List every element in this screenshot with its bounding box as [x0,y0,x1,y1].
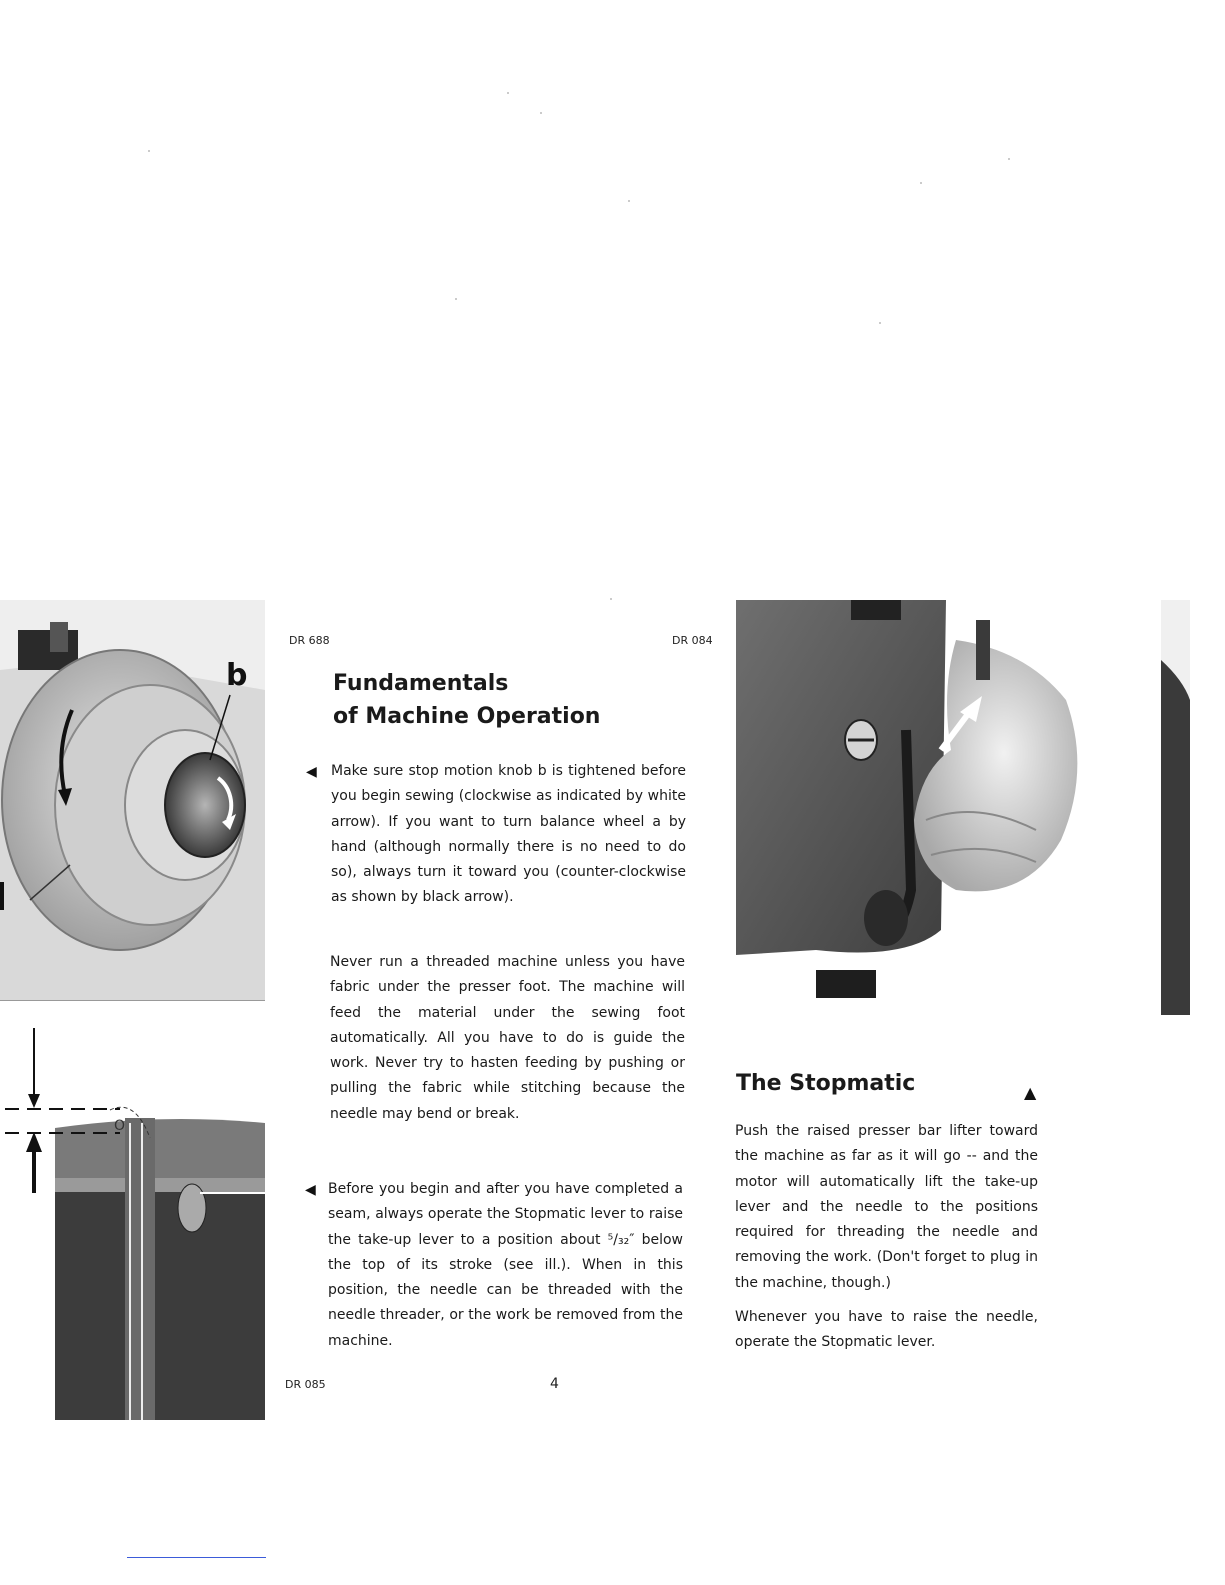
scan-speck [628,200,630,202]
pointer-left-icon-2: ◀ [305,1182,316,1198]
scan-speck [610,598,612,600]
paragraph-stopmatic-1: Push the raised presser bar lifter toward the machine as far as it will go -- and the motor will automatically lift the take-up lever and the needle to the positions required for threading the needle and removing the work. (Don't forget to plug in the machine, though.) [735,1123,1038,1291]
figure-code-top-left: DR 688 [289,634,330,647]
knob-label: b [226,658,248,693]
paragraph-stop-motion: Make sure stop motion knob b is tightened before you begin sewing (clockwise as indicated by white arrow). If you want to turn balance wheel a by hand (although normally there is no need to do so), always turn it toward you (counter-clockwise as shown by black arrow). [331,763,686,906]
figure-code-top-right: DR 084 [672,634,713,647]
section-title-line2: of Machine Operation [333,704,601,729]
scan-speck [920,182,922,184]
paragraph-threaded-machine: Never run a threaded machine unless you have fabric under the presser foot. The machine will feed the material under the sewing foot automatically. All you have to do is guide the work. Never try to hasten feeding by pushing or pulling the fabric while stitching because the needle may bend or break. [330,954,685,1122]
section-title-line1: Fundamentals [333,671,509,696]
scan-speck [507,92,509,94]
svg-text:O: O [114,1118,126,1134]
paragraph-stopmatic-lever: Before you begin and after you have completed a seam, always operate the Stopmatic lever to raise the take-up lever to a position about ⁵/₃₂″ below the top of its stroke (see ill.). When in this position, the needle can be threaded with the needle threader, or the work be removed from the machine. [328,1181,683,1349]
edge-strip-illustration [1153,600,1190,1015]
stopmatic-illustration [736,600,1093,998]
photo-divider [0,1000,265,1001]
stopmatic-lever-photo [736,600,1093,998]
take-up-lever-illustration [0,1028,265,1420]
scan-speck [879,322,881,324]
pointer-up-icon: ▲ [1024,1083,1037,1102]
pointer-left-icon: ◀ [306,764,317,780]
scan-speck [148,150,150,152]
paragraph-stopmatic-2: Whenever you have to raise the needle, operate the Stopmatic lever. [735,1309,1038,1351]
scan-speck [1008,158,1010,160]
figure-code-bottom-left: DR 085 [285,1378,326,1391]
page-number: 4 [550,1376,559,1392]
scan-speck [540,112,542,114]
edge-photo-strip [1153,600,1190,1015]
footer-link-underline [127,1557,266,1558]
take-up-lever-photo [0,1028,265,1420]
stopmatic-title: The Stopmatic [736,1071,916,1096]
scan-speck [455,298,457,300]
balance-wheel-photo [0,600,265,1000]
